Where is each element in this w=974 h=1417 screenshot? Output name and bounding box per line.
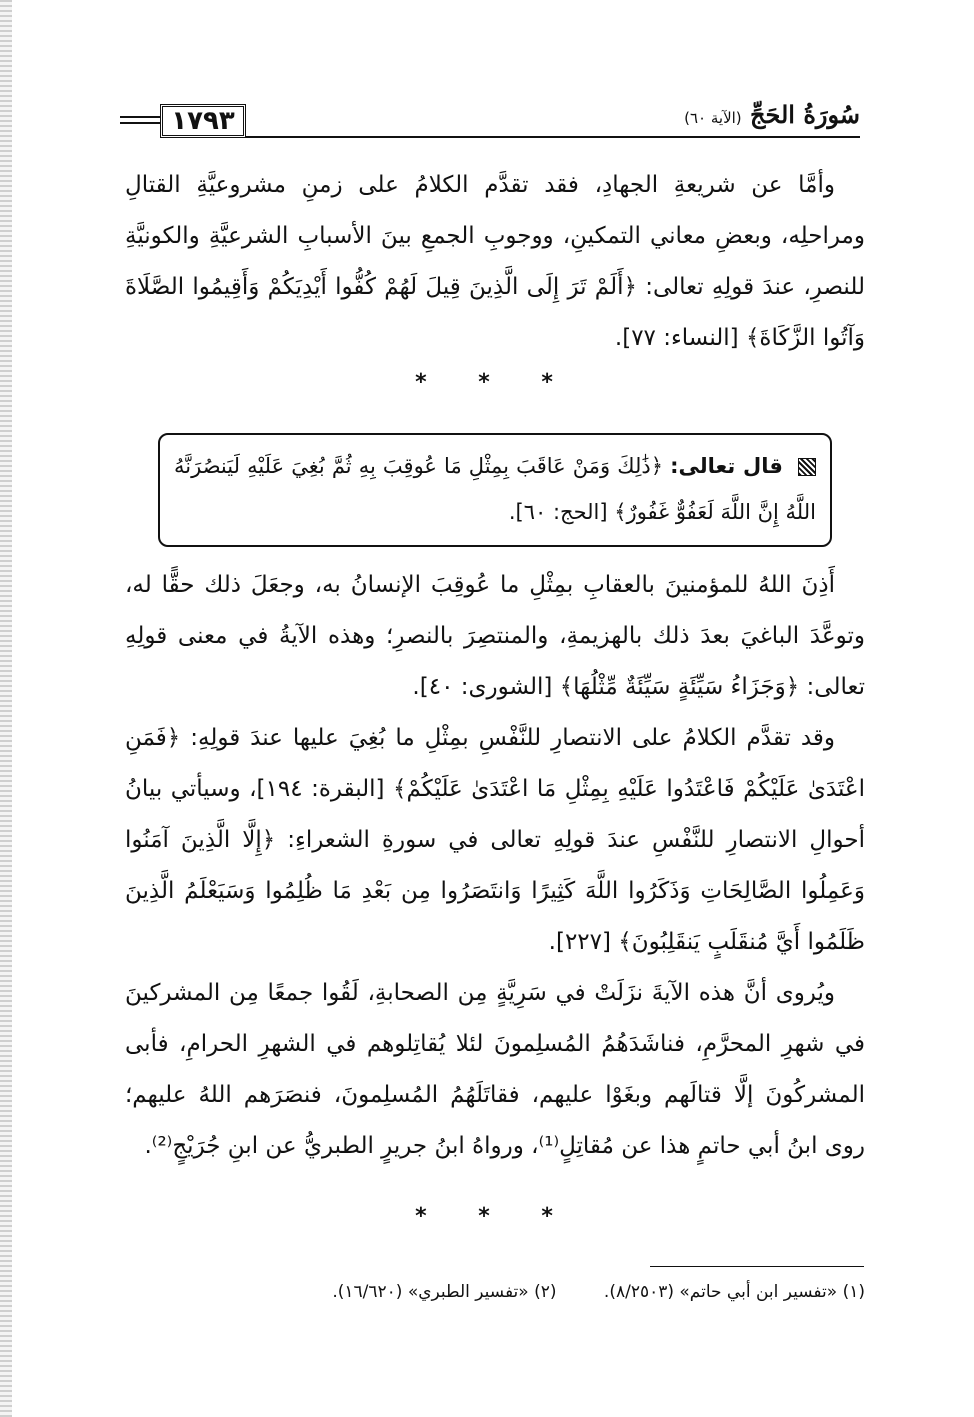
header-rule-left — [120, 116, 160, 118]
page-number: ١٧٩٣ — [160, 104, 246, 138]
section-divider-1: * * * — [415, 370, 575, 395]
footnotes — [125, 1282, 865, 1302]
footnote-rule — [650, 1266, 864, 1267]
verse-ref: (الآية ٦٠) — [684, 109, 742, 127]
footnote-1: (١) «تفسير ابن أبي حاتم» (٨/٢٥٠٣). — [603, 1282, 865, 1302]
surah-title — [684, 100, 860, 129]
section-divider-2: * * * — [415, 1204, 575, 1229]
header-rule-bottom — [246, 136, 860, 138]
paragraph-3: وقد تقدَّم الكلامُ على الانتصارِ للنَّفْسِ بمِثْلِ ما بُغِيَ عليها عندَ قولِهِ: ﴿فَمَنِ اعْتَدَىٰ عَلَيْكُمْ فَاعْتَدُوا عَلَيْهِ بِمِثْلِ مَا اعْتَدَىٰ عَلَيْكُمْ﴾ [البقرة: ١٩٤]، وسيأتي بيانُ أحوالِ الانتصارِ للنَّفْسِ عندَ قولِهِ تعالى في سورةِ الشعراءِ: ﴿إِلَّا الَّذِينَ آمَنُوا وَعَمِلُوا الصَّالِحَاتِ وَذَكَرُوا اللَّهَ كَثِيرًا وَانتَصَرُوا مِن بَعْدِ مَا ظُلِمُوا وَسَيَعْلَمُ الَّذِينَ ظَلَمُوا أَيَّ مُنقَلَبٍ يَنقَلِبُونَ﴾ [٢٢٧]. — [125, 725, 865, 955]
paragraph-2: أَذِنَ اللهُ للمؤمنينَ بالعقابِ بمِثْلِ ما عُوقِبَ الإنسانُ به، وجعَلَ ذلك حقًّا له، وتوعَّدَ الباغيَ بعدَ ذلك بالهزيمةِ، والمنتصِرَ بالنصرِ؛ وهذه الآيةُ في معنى قولِهِ تعالى: ﴿وَجَزَاءُ سَيِّئَةٍ سَيِّئَةٌ مِّثْلُهَا﴾ [الشورى: ٤٠]. — [125, 572, 865, 700]
section-1 — [125, 160, 865, 364]
footnote-2: (٢) «تفسير الطبري» (١٦/٦٢٠). — [332, 1282, 557, 1302]
paragraph-4: ويُروى أنَّ هذه الآيةَ نزَلَتْ في سَرِيَّةٍ مِن الصحابةِ، لَقُوا جمعًا مِن المشركينَ في شهرِ المحرَّمِ، فناشَدَهُمُ المُسلِمونَ لئلا يُقاتِلوهم في الشهرِ الحرامِ، فأبى المشركُونَ إلَّا قتالَهم وبغَوْا عليهم، فقاتَلَهُمُ المُسلِمونَ، فنصَرَهم اللهُ عليهم؛ روى ابنُ أبي حاتمٍ هذا عن مُقاتِلٍ⁽¹⁾، ورواهُ ابنُ جريرٍ الطبريُّ عن ابنِ جُرَيْجٍ⁽²⁾. — [125, 980, 865, 1159]
verse-text: ﴿ذَٰلِكَ وَمَنْ عَاقَبَ بِمِثْلِ مَا عُوقِبَ بِهِ ثُمَّ بُغِيَ عَلَيْهِ لَيَنصُرَنَّهُ اللَّهُ إِنَّ اللَّهَ لَعَفُوٌّ غَفُورٌ﴾ — [174, 454, 816, 524]
scan-edge — [0, 0, 12, 1417]
verse-intro: قال تعالى: — [670, 454, 783, 478]
verse-marker-icon — [798, 458, 816, 476]
page-header — [120, 92, 860, 144]
section-2 — [125, 560, 865, 1172]
surah-name: سُورَةُ الحَجِّ — [750, 100, 860, 129]
verse-citation: [الحج: ٦٠]. — [508, 500, 608, 524]
paragraph-1: وأمَّا عن شريعةِ الجهادِ، فقد تقدَّم الكلامُ على زمنِ مشروعيَّةِ القتالِ ومراحلِه، وبعضِ معاني التمكينِ، ووجوبِ الجمعِ بينَ الأسبابِ الشرعيَّةِ والكونيَّةِ للنصرِ، عندَ قولِهِ تعالى: ﴿أَلَمْ تَرَ إِلَى الَّذِينَ قِيلَ لَهُمْ كُفُّوا أَيْدِيَكُمْ وَأَقِيمُوا الصَّلَاةَ وَآتُوا الزَّكَاةَ﴾ [النساء: ٧٧]. — [125, 172, 865, 351]
verse-box — [158, 433, 832, 547]
header-rule-left-2 — [120, 122, 160, 124]
